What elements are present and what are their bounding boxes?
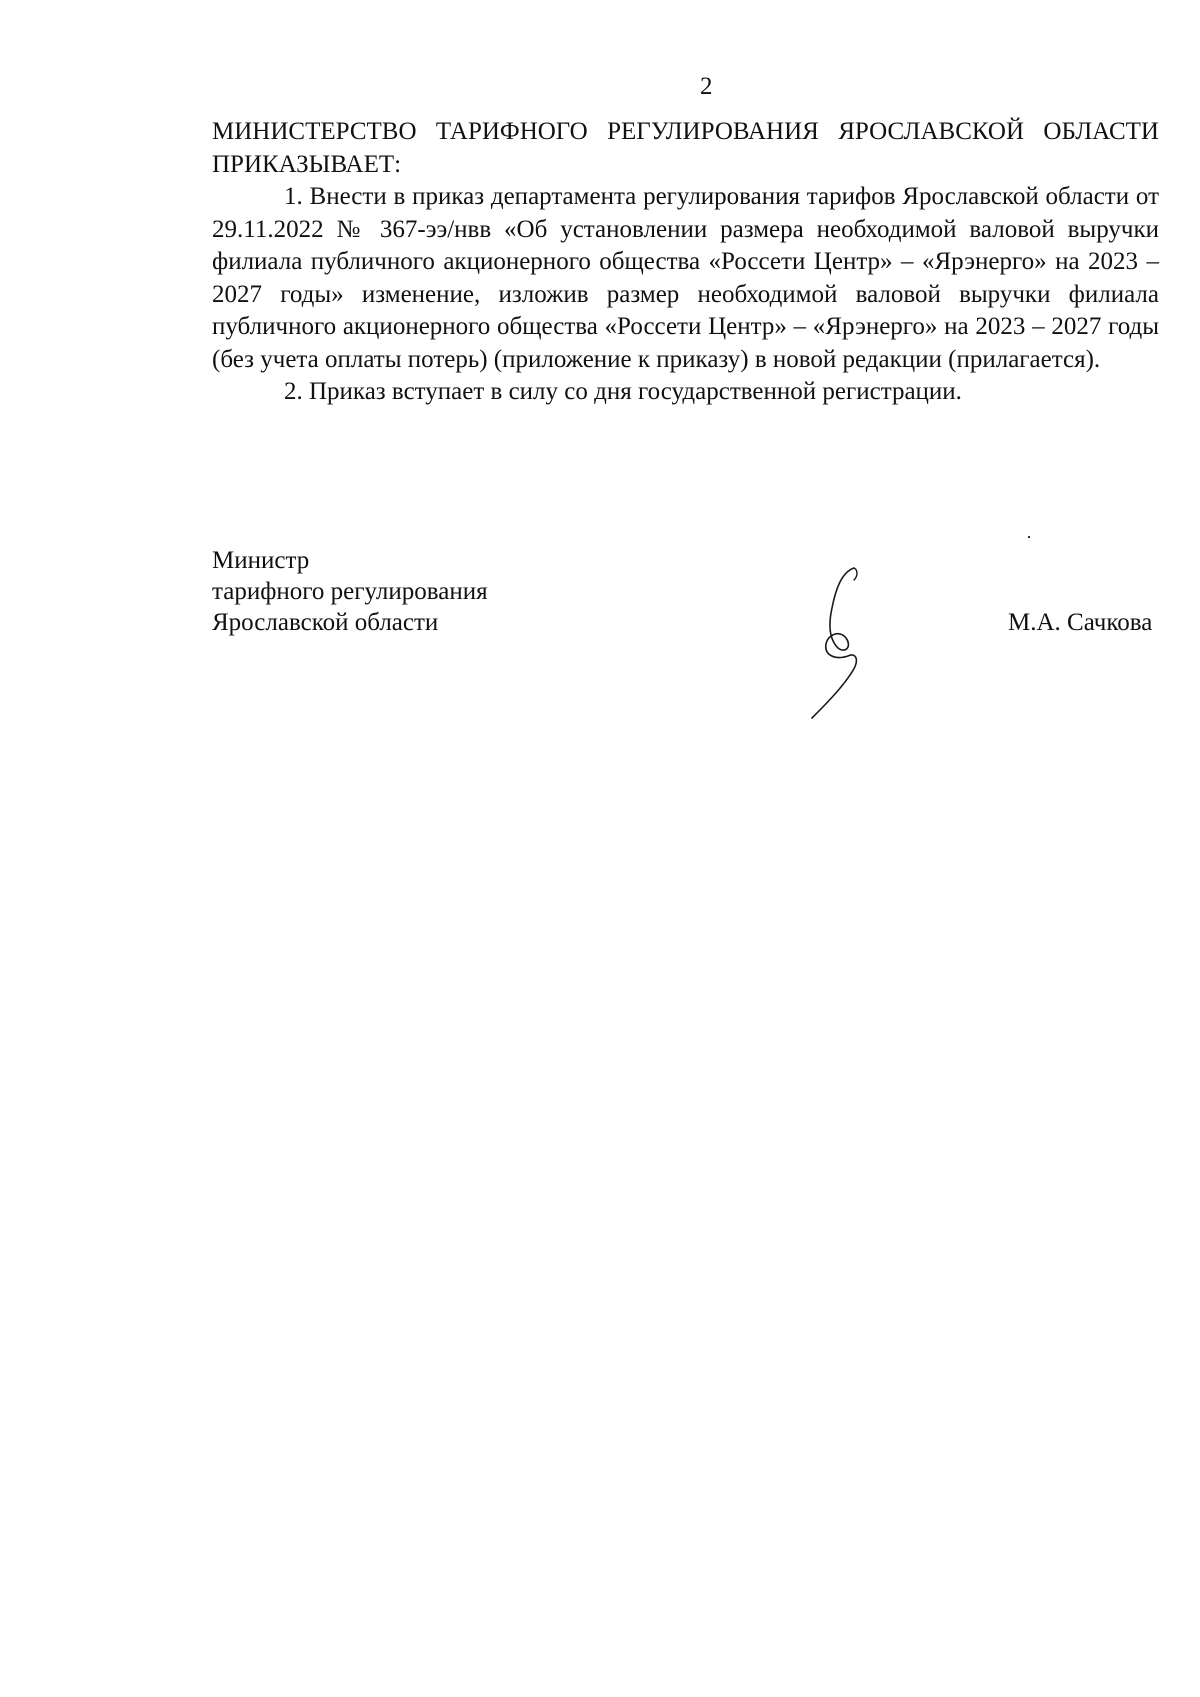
- scan-speck: [1028, 536, 1030, 538]
- signatory-title-line-2: тарифного регулирования: [212, 578, 488, 605]
- signatory-title-line-3: Ярославской области: [212, 609, 439, 636]
- handwritten-signature: [790, 560, 880, 720]
- paragraph-1: 1. Внести в приказ департамента регулирования тарифов Ярославской области от 29.11.2022 № 367-ээ/нвв «Об установлении размера необходимой валовой выручки филиала публичного акционерного общества «Россети Центр» – «Ярэнерго» на 2023 – 2027 годы» изменение, изложив размер необходимой валовой выручки филиала публичного акционерного общества «Россети Центр» – «Ярэнерго» на 2023 – 2027 годы (без учета оплаты потерь) (приложение к приказу) в новой редакции (прилагается).: [212, 183, 1159, 373]
- signatory-name: М.А. Сачкова: [1008, 609, 1153, 636]
- signatory-title-line-1: Министр: [212, 547, 310, 574]
- page-number: 2: [700, 73, 713, 100]
- order-heading: МИНИСТЕРСТВО ТАРИФНОГО РЕГУЛИРОВАНИЯ ЯРОСЛАВСКОЙ ОБЛАСТИ ПРИКАЗЫВАЕТ:: [212, 118, 1159, 178]
- document-body: [212, 116, 1159, 409]
- paragraph-2: 2. Приказ вступает в силу со дня государственной регистрации.: [284, 378, 962, 405]
- signatory-title: [212, 545, 488, 638]
